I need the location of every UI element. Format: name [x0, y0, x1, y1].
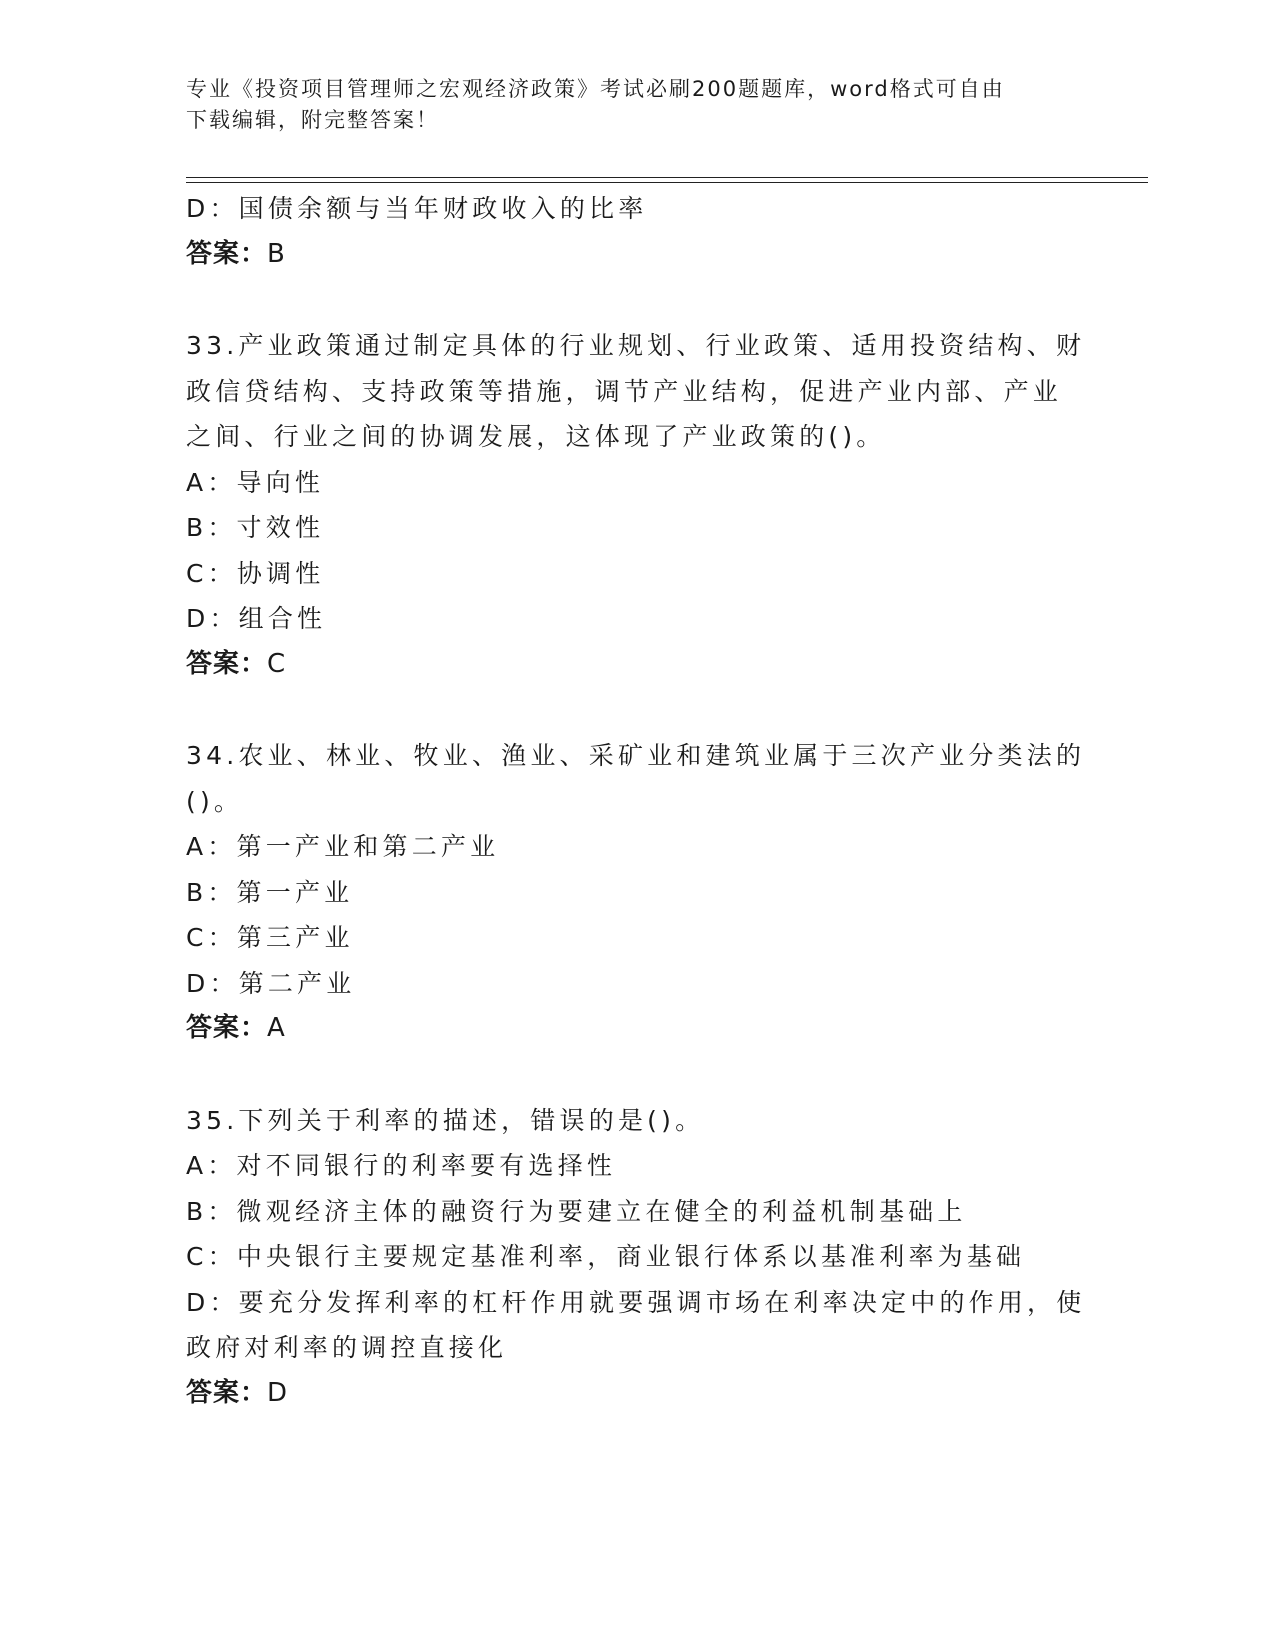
option-d: D：组合性	[186, 604, 327, 633]
spacer	[186, 277, 1086, 323]
option-d-continued: 政府对利率的调控直接化	[186, 1333, 508, 1362]
answer-value: C	[267, 648, 287, 679]
answer-value: A	[267, 1013, 286, 1043]
question-stem-line: ()。	[186, 786, 244, 816]
answer-value: B	[267, 238, 286, 269]
option-d: D：第二产业	[186, 968, 356, 998]
option-d: D：国债余额与当年财政收入的比率	[186, 194, 648, 223]
question-stem-line: 34.农业、林业、牧业、渔业、采矿业和建筑业属于三次产业分类法的	[186, 741, 1086, 770]
option-c: C：协调性	[186, 558, 325, 588]
header-line-1: 专业《投资项目管理师之宏观经济政策》考试必刷200题题库，word格式可自由	[186, 77, 1005, 101]
prev-question	[186, 186, 1086, 277]
question-stem-line: 33.产业政策通过制定具体的行业规划、行业政策、适用投资结构、财	[186, 331, 1086, 360]
header-rule-bottom	[186, 182, 1148, 183]
option-a: A：导向性	[186, 467, 325, 497]
question-stem-line: 35.下列关于利率的描述，错误的是()。	[186, 1105, 705, 1135]
option-c: C：第三产业	[186, 923, 354, 952]
spacer	[186, 1052, 1086, 1098]
document-body	[186, 186, 1086, 1416]
option-a: A：第一产业和第二产业	[186, 832, 500, 861]
answer-label: 答案：	[186, 1377, 268, 1408]
answer-line	[186, 1371, 1086, 1417]
answer-label: 答案：	[186, 1013, 268, 1043]
question-35	[186, 1098, 1086, 1417]
question-stem-line: 之间、行业之间的协调发展，这体现了产业政策的()。	[186, 422, 886, 451]
spacer	[186, 687, 1086, 733]
option-b: B：微观经济主体的融资行为要建立在健全的利益机制基础上	[186, 1196, 967, 1226]
question-33	[186, 323, 1086, 687]
question-34	[186, 733, 1086, 1052]
answer-line	[186, 232, 1086, 278]
answer-line	[186, 1006, 1086, 1052]
question-stem-line: 政信贷结构、支持政策等措施，调节产业结构，促进产业内部、产业	[186, 376, 1063, 406]
option-b: B：寸效性	[186, 513, 325, 542]
header-line-2: 下载编辑，附完整答案！	[186, 108, 439, 132]
option-d: D：要充分发挥利率的杠杆作用就要强调市场在利率决定中的作用，使	[186, 1287, 1086, 1317]
header-rule-top	[186, 177, 1148, 178]
option-a: A：对不同银行的利率要有选择性	[186, 1151, 617, 1180]
answer-value: D	[267, 1377, 289, 1408]
option-b: B：第一产业	[186, 877, 354, 907]
document-header	[186, 74, 1066, 136]
option-c: C：中央银行主要规定基准利率，商业银行体系以基准利率为基础	[186, 1242, 1026, 1271]
answer-label: 答案：	[186, 238, 268, 269]
answer-line	[186, 642, 1086, 688]
answer-label: 答案：	[186, 648, 268, 679]
